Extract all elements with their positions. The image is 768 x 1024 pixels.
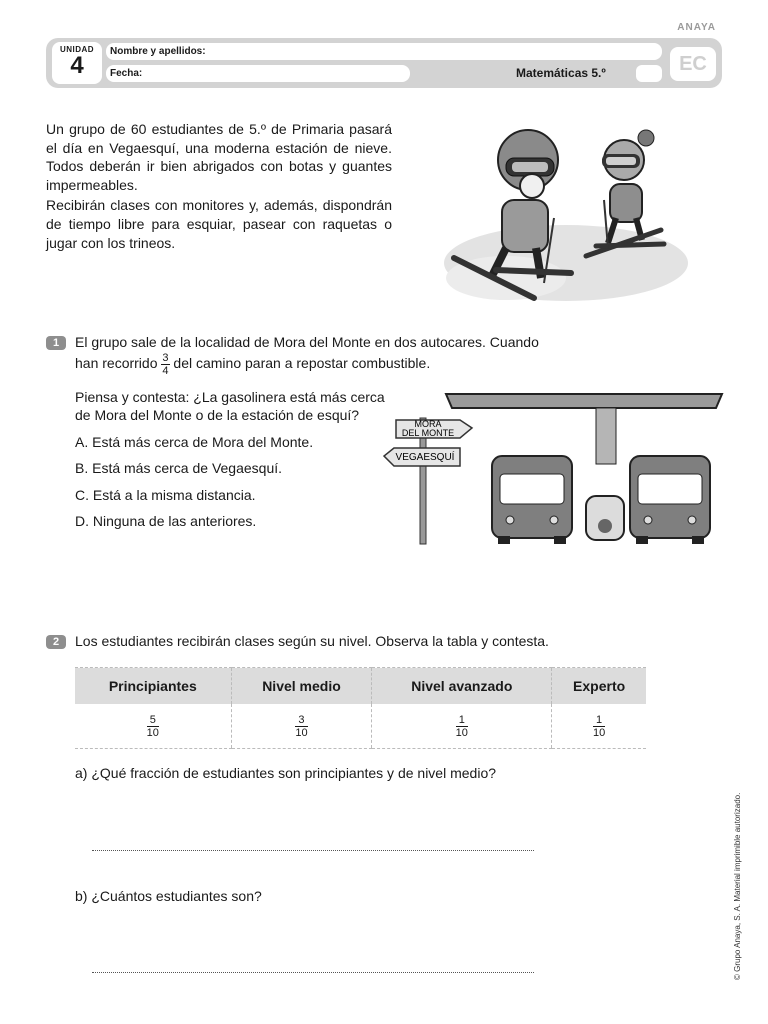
denominator: 10 <box>592 726 606 739</box>
sign-mora-line-1: MORA <box>414 419 442 429</box>
date-field[interactable] <box>106 65 410 82</box>
fraction-three-quarters <box>161 352 169 377</box>
name-label: Nombre y apellidos: <box>110 46 206 57</box>
skiers-illustration <box>436 118 692 308</box>
table-row <box>75 704 646 749</box>
name-field[interactable] <box>106 43 662 60</box>
question-1-number: 1 <box>46 336 66 350</box>
table-header-row <box>75 668 646 705</box>
denominator: 10 <box>146 726 159 739</box>
header-principiantes: Principiantes <box>75 668 231 705</box>
option-b[interactable]: B. Está más cerca de Vegaesquí. <box>75 460 283 476</box>
option-a[interactable]: A. Está más cerca de Mora del Monte. <box>75 433 314 450</box>
answer-line-b[interactable] <box>92 972 534 973</box>
fraction-denominator: 4 <box>162 365 169 377</box>
numerator: 3 <box>295 714 307 727</box>
cell-principiantes <box>75 704 231 749</box>
subject-blank-box <box>636 65 662 82</box>
levels-table <box>75 667 646 749</box>
intro-text <box>46 120 392 254</box>
gas-station-illustration <box>376 390 728 550</box>
subject-title: Matemáticas 5.º <box>516 66 606 80</box>
cell-nivel-medio <box>231 704 372 749</box>
copyright-notice: © Grupo Anaya, S. A. Material imprimible autorizado. <box>733 792 742 980</box>
fraction <box>147 714 159 739</box>
question-2b: b) ¿Cuántos estudiantes son? <box>75 888 262 904</box>
numerator: 1 <box>593 714 605 727</box>
unit-number: 4 <box>70 52 84 79</box>
sign-mora-line-2: DEL MONTE <box>401 428 455 438</box>
question-1-line-1: El grupo sale de la localidad de Mora del Monte en dos autocares. Cuando <box>75 334 539 350</box>
numerator: 5 <box>147 714 159 727</box>
date-label: Fecha: <box>110 68 143 79</box>
question-1-prompt: Piensa y contesta: ¿La gasolinera está más cerca de Mora del Monte o de la estación de esquí? <box>75 389 385 423</box>
question-2-text: Los estudiantes recibirán clases según su nivel. Observa la tabla y contesta. <box>75 633 549 649</box>
question-1-block <box>75 388 393 539</box>
answer-line-a[interactable] <box>92 850 534 851</box>
fraction <box>456 714 468 739</box>
fraction-numerator: 3 <box>162 352 169 364</box>
cell-nivel-avanzado <box>372 704 552 749</box>
header-experto: Experto <box>552 668 646 705</box>
fraction <box>593 714 605 739</box>
unit-label: UNIDAD <box>59 45 95 54</box>
publisher-logo: ANAYA <box>677 22 716 33</box>
question-2a: a) ¿Qué fracción de estudiantes son principiantes y de nivel medio? <box>75 765 497 781</box>
intro-paragraph-2: Recibirán clases con monitores y, además, dispondrán de tiempo libre para esquiar, pasear con raquetas o jugar con los trineos. <box>46 197 392 251</box>
numerator: 1 <box>456 714 468 727</box>
header-nivel-avanzado: Nivel avanzado <box>372 668 552 705</box>
denominator: 10 <box>455 726 468 739</box>
ec-badge: EC <box>670 47 716 81</box>
option-d[interactable]: D. Ninguna de las anteriores. <box>75 513 257 529</box>
sign-vegaesqui: VEGAESQUÍ <box>395 452 455 463</box>
cell-experto <box>552 704 646 749</box>
denominator: 10 <box>295 726 308 739</box>
fraction <box>295 714 307 739</box>
intro-paragraph-1: Un grupo de 60 estudiantes de 5.º de Primaria pasará el día en Vegaesquí, una moderna estación de nieve. Todos deberán ir bien abrigados con botas y guantes impermeables. <box>46 121 392 193</box>
unit-badge <box>52 42 102 84</box>
header-nivel-medio: Nivel medio <box>231 668 372 705</box>
question-1-line-2 <box>75 352 430 377</box>
question-1-line-2-end: del camino paran a repostar combustible. <box>173 355 431 372</box>
question-1-line-2-start: han recorrido <box>75 355 158 372</box>
option-c[interactable]: C. Está a la misma distancia. <box>75 486 256 503</box>
question-2-number: 2 <box>46 635 66 649</box>
